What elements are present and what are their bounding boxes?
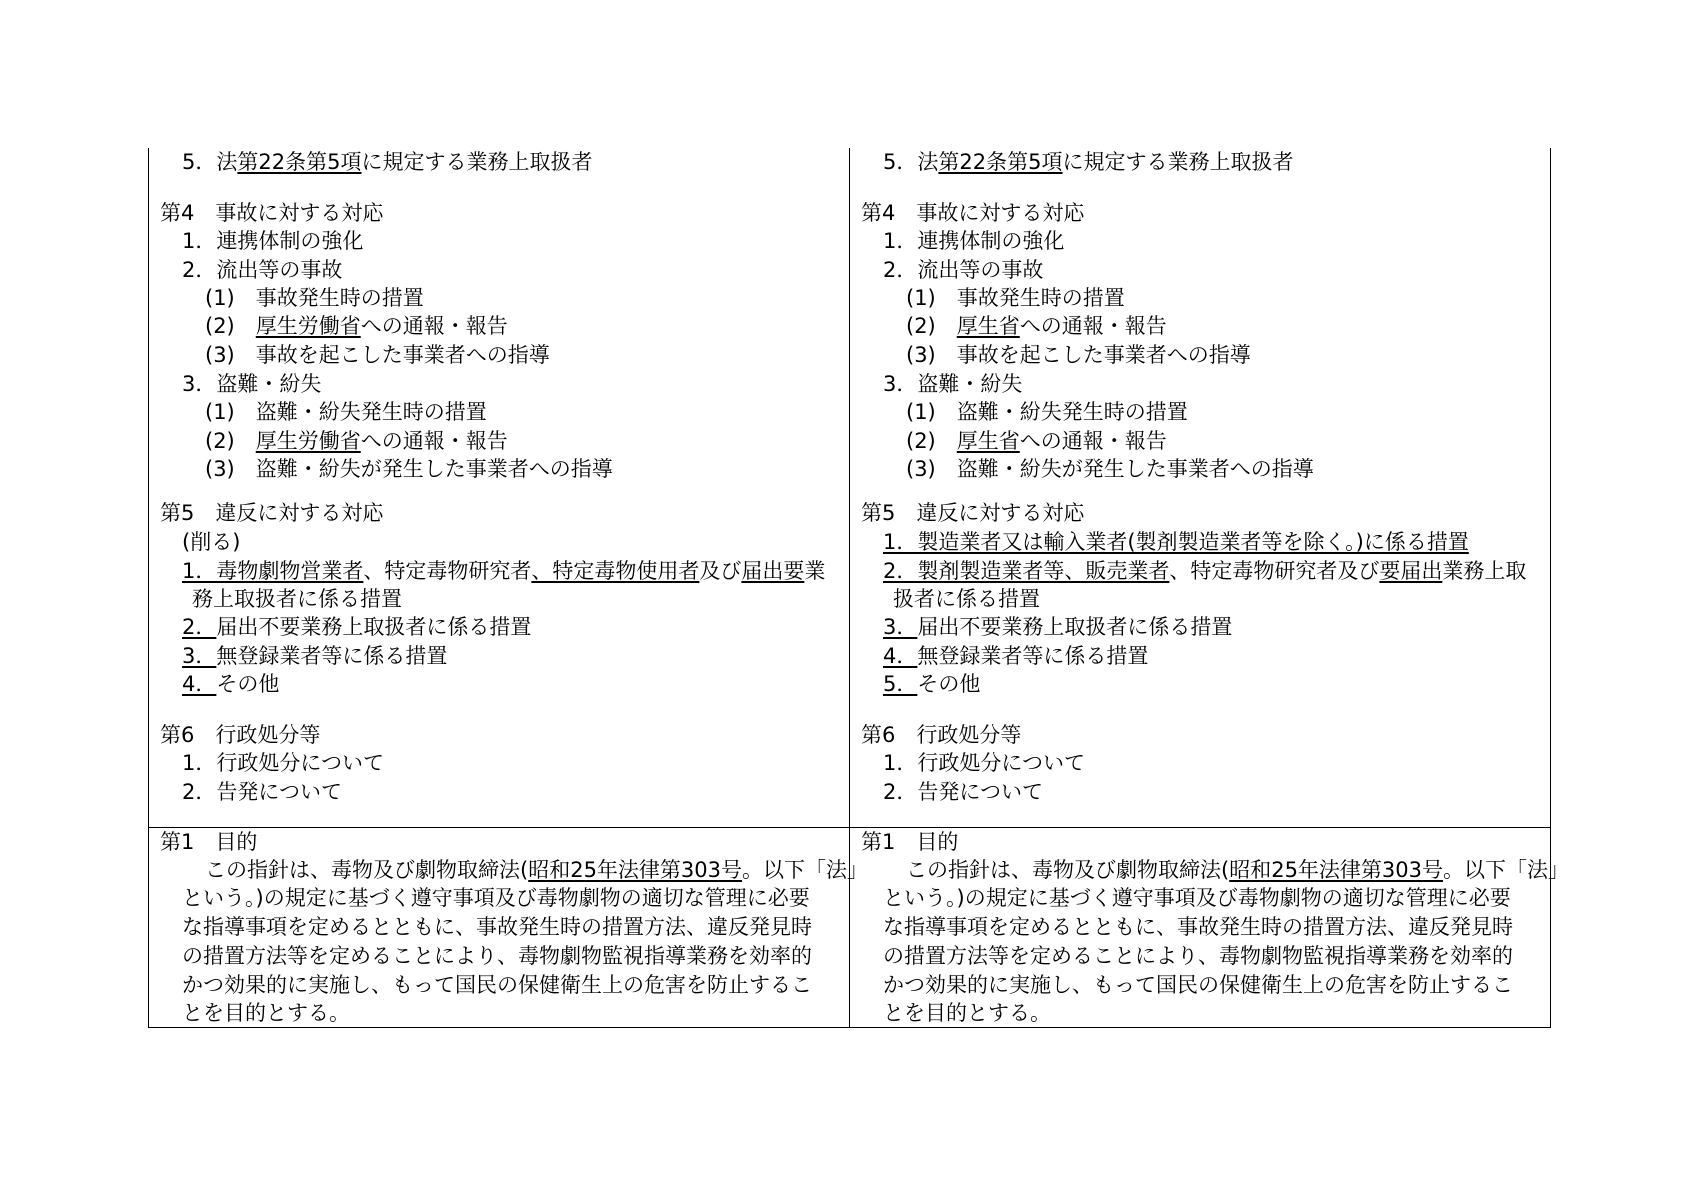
- bottom-text-line: [182, 914, 812, 940]
- text-segment: という。)の規定に基づく遵守事項及び毒物劇物の適切な管理に必要: [883, 886, 1511, 910]
- underlined-amendment-text: 3．: [883, 615, 918, 639]
- text-segment: 。以下「法」: [742, 858, 869, 882]
- top-text-line: [182, 750, 384, 776]
- underlined-amendment-text: 1．製造業者又は輸入業者(製剤製造業者等を除く。)に係る措置: [883, 530, 1469, 554]
- right-column-current-text: [849, 0, 1570, 1181]
- top-text-line: [883, 371, 1022, 397]
- text-segment: 扱者に係る措置: [893, 587, 1040, 611]
- text-segment: な指導事項を定めるとともに、事故発生時の措置方法、違反発見時: [182, 915, 812, 939]
- top-text-line: [182, 671, 279, 697]
- text-segment: 5．法: [182, 150, 238, 174]
- text-segment: という。)の規定に基づく遵守事項及び毒物劇物の適切な管理に必要: [182, 886, 810, 910]
- text-segment: 3．盗難・紛失: [182, 372, 322, 396]
- underlined-amendment-text: 第22条第5項: [237, 150, 362, 174]
- text-segment: 5．法: [883, 150, 939, 174]
- underlined-amendment-text: 厚生労働省: [255, 314, 361, 338]
- underlined-amendment-text: 第22条第5項: [938, 150, 1063, 174]
- top-text-line: [883, 228, 1064, 254]
- text-segment: その他: [216, 672, 280, 696]
- text-segment: 2．告発について: [182, 780, 342, 804]
- text-segment: (3) 盗難・紛失が発生した事業者への指導: [205, 457, 613, 481]
- text-segment: とを目的とする。: [883, 1001, 1051, 1025]
- text-segment: の措置方法等を定めることにより、毒物劇物監視指導業務を効率的: [182, 944, 812, 968]
- underlined-amendment-text: 昭和25年法律第303号: [528, 858, 743, 882]
- text-segment: な指導事項を定めるとともに、事故発生時の措置方法、違反発見時: [883, 915, 1513, 939]
- bottom-text-line: [182, 943, 812, 969]
- top-text-line: [861, 200, 1084, 226]
- top-text-line: [906, 285, 1125, 311]
- text-segment: (1) 事故発生時の措置: [906, 286, 1125, 310]
- top-text-line: [883, 558, 1526, 584]
- top-text-line: [906, 428, 1167, 454]
- text-segment: この指針は、毒物及び劇物取締法(: [906, 858, 1230, 882]
- underlined-amendment-text: 要届出: [1379, 559, 1443, 583]
- top-text-line: [883, 257, 1043, 283]
- top-text-line: [861, 500, 1084, 526]
- top-text-line: [883, 779, 1043, 805]
- text-segment: 第6 行政処分等: [160, 723, 321, 747]
- text-segment: 届出不要業務上取扱者に係る措置: [216, 615, 532, 639]
- underlined-amendment-text: 2．: [182, 615, 217, 639]
- text-segment: 第6 行政処分等: [861, 723, 1022, 747]
- text-segment: 2．流出等の事故: [182, 258, 343, 282]
- bottom-text-line: [906, 857, 1569, 883]
- top-text-line: [182, 371, 321, 397]
- text-segment: 、特定毒物研究者: [363, 559, 532, 583]
- text-segment: に規定する業務上取扱者: [361, 150, 593, 174]
- top-text-line: [883, 614, 1232, 640]
- top-text-line: [205, 428, 508, 454]
- bottom-text-line: [861, 829, 958, 855]
- underlined-amendment-text: 厚生労働省: [255, 429, 361, 453]
- text-segment: (3) 盗難・紛失が発生した事業者への指導: [906, 457, 1314, 481]
- text-segment: (3) 事故を起こした事業者への指導: [205, 343, 550, 367]
- underlined-amendment-text: 届出要: [741, 559, 805, 583]
- text-segment: 1．連携体制の強化: [182, 229, 364, 253]
- top-text-line: [205, 285, 424, 311]
- top-text-line: [182, 257, 342, 283]
- text-segment: (2): [906, 429, 957, 453]
- text-segment: その他: [917, 672, 981, 696]
- text-segment: (1) 事故発生時の措置: [205, 286, 424, 310]
- text-segment: (2): [906, 314, 957, 338]
- bottom-text-line: [883, 914, 1513, 940]
- underlined-amendment-text: 5．: [883, 672, 918, 696]
- left-column-revised-text: [148, 0, 869, 1181]
- text-segment: 第1 目的: [861, 830, 959, 854]
- top-text-line: [883, 529, 1469, 555]
- text-segment: かつ効果的に実施し、もって国民の保健衛生上の危害を防止するこ: [182, 973, 812, 997]
- top-text-line: [205, 342, 550, 368]
- top-text-line: [160, 500, 383, 526]
- text-segment: この指針は、毒物及び劇物取締法(: [205, 858, 529, 882]
- text-segment: 無登録業者等に係る措置: [216, 644, 448, 668]
- text-segment: 第4 事故に対する対応: [861, 201, 1085, 225]
- top-text-line: [182, 614, 531, 640]
- text-segment: (2): [205, 314, 256, 338]
- text-segment: 務上取扱者に係る措置: [192, 587, 402, 611]
- top-text-line: [160, 722, 320, 748]
- top-text-line: [192, 586, 402, 612]
- text-segment: 無登録業者等に係る措置: [917, 644, 1149, 668]
- text-segment: 、特定毒物研究者及び: [1169, 559, 1380, 583]
- bottom-text-line: [160, 829, 257, 855]
- top-text-line: [182, 228, 363, 254]
- top-text-line: [182, 779, 342, 805]
- top-text-line: [906, 342, 1251, 368]
- text-segment: 1．行政処分について: [182, 751, 384, 775]
- top-text-line: [883, 149, 1293, 175]
- table-border-right: [1550, 148, 1551, 1028]
- text-segment: 第5 違反に対する対応: [861, 501, 1085, 525]
- text-segment: への通報・報告: [360, 429, 508, 453]
- top-text-line: [160, 200, 383, 226]
- text-segment: 業務上取: [1442, 559, 1527, 583]
- bottom-text-line: [883, 943, 1513, 969]
- text-segment: 。以下「法」: [1443, 858, 1570, 882]
- text-segment: (削る): [182, 530, 241, 554]
- underlined-amendment-text: 昭和25年法律第303号: [1229, 858, 1444, 882]
- top-text-line: [205, 456, 613, 482]
- underlined-amendment-text: 、特定毒物使用者: [531, 559, 700, 583]
- underlined-amendment-text: 3．: [182, 644, 217, 668]
- underlined-amendment-text: 厚生省: [956, 314, 1020, 338]
- text-segment: 3．盗難・紛失: [883, 372, 1023, 396]
- bottom-text-line: [883, 972, 1513, 998]
- top-text-line: [182, 643, 447, 669]
- text-segment: の措置方法等を定めることにより、毒物劇物監視指導業務を効率的: [883, 944, 1513, 968]
- bottom-text-line: [182, 885, 810, 911]
- text-segment: への通報・報告: [1019, 314, 1167, 338]
- bottom-text-line: [205, 857, 868, 883]
- bottom-text-line: [182, 972, 812, 998]
- text-segment: に規定する業務上取扱者: [1062, 150, 1294, 174]
- text-segment: (1) 盗難・紛失発生時の措置: [205, 400, 487, 424]
- text-segment: 1．行政処分について: [883, 751, 1085, 775]
- text-segment: 業: [804, 559, 826, 583]
- text-segment: 及び: [699, 559, 742, 583]
- top-text-line: [182, 558, 825, 584]
- top-text-line: [205, 313, 508, 339]
- text-segment: とを目的とする。: [182, 1001, 350, 1025]
- top-text-line: [906, 399, 1188, 425]
- underlined-amendment-text: 2．製剤製造業者等、販売業者: [883, 559, 1170, 583]
- top-text-line: [205, 399, 487, 425]
- text-segment: 2．流出等の事故: [883, 258, 1044, 282]
- underlined-amendment-text: 4．: [883, 644, 918, 668]
- underlined-amendment-text: 4．: [182, 672, 217, 696]
- text-segment: 届出不要業務上取扱者に係る措置: [917, 615, 1233, 639]
- underlined-amendment-text: 厚生省: [956, 429, 1020, 453]
- top-text-line: [893, 586, 1040, 612]
- text-segment: への通報・報告: [1019, 429, 1167, 453]
- top-text-line: [883, 671, 980, 697]
- top-text-line: [182, 529, 240, 555]
- text-segment: (3) 事故を起こした事業者への指導: [906, 343, 1251, 367]
- top-text-line: [182, 149, 592, 175]
- bottom-text-line: [883, 885, 1511, 911]
- text-segment: (1) 盗難・紛失発生時の措置: [906, 400, 1188, 424]
- text-segment: 第5 違反に対する対応: [160, 501, 384, 525]
- text-segment: かつ効果的に実施し、もって国民の保健衛生上の危害を防止するこ: [883, 973, 1513, 997]
- text-segment: (2): [205, 429, 256, 453]
- top-text-line: [906, 313, 1167, 339]
- bottom-text-line: [182, 1000, 350, 1026]
- text-segment: 2．告発について: [883, 780, 1043, 804]
- text-segment: 1．連携体制の強化: [883, 229, 1065, 253]
- text-segment: 第1 目的: [160, 830, 258, 854]
- top-text-line: [906, 456, 1314, 482]
- top-text-line: [861, 722, 1021, 748]
- top-text-line: [883, 750, 1085, 776]
- text-segment: への通報・報告: [360, 314, 508, 338]
- text-segment: 第4 事故に対する対応: [160, 201, 384, 225]
- bottom-text-line: [883, 1000, 1051, 1026]
- underlined-amendment-text: 1．毒物劇物営業者: [182, 559, 364, 583]
- top-text-line: [883, 643, 1148, 669]
